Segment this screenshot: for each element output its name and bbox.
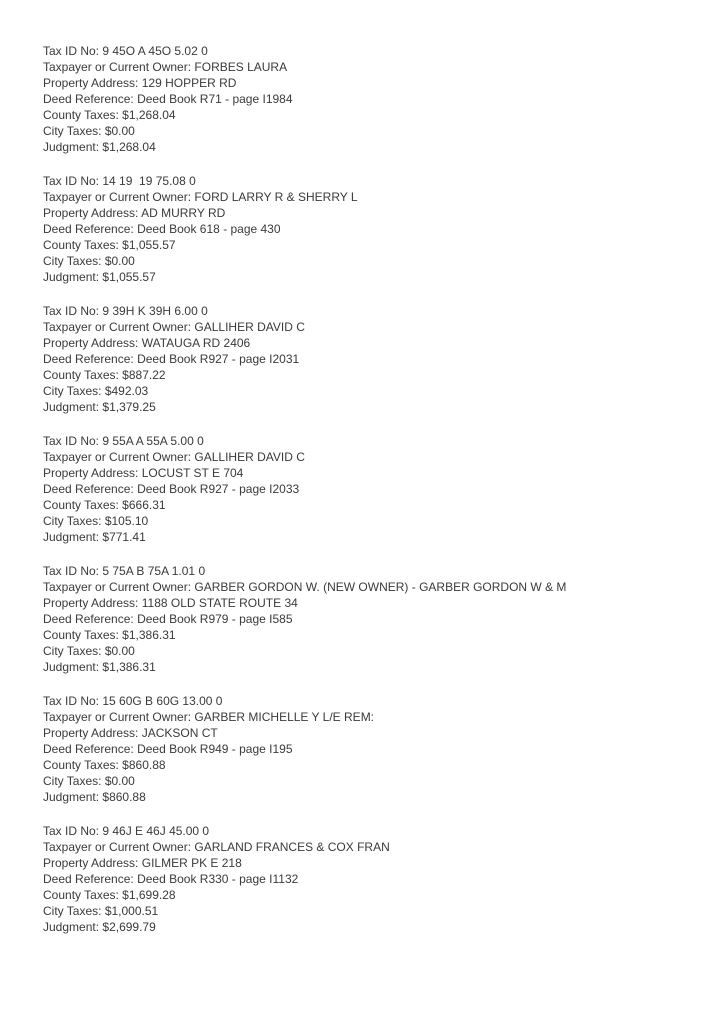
property-address-line [43,75,684,91]
city-taxes-label: City Taxes: [43,644,102,658]
deed-reference-line [43,91,684,107]
property-address-value: JACKSON CT [141,726,218,740]
city-taxes-label: City Taxes: [43,904,102,918]
owner-line [43,839,684,855]
city-taxes-line [43,383,684,399]
city-taxes-line [43,513,684,529]
tax-id-value: 5 75A B 75A 1.01 0 [102,564,206,578]
tax-id-value: 9 46J E 46J 45.00 0 [102,824,210,838]
property-address-line [43,725,684,741]
tax-id-label: Tax ID No: [43,174,100,188]
owner-line [43,189,684,205]
owner-value: GARBER GORDON W. (NEW OWNER) - GARBER GORDON W & M [194,580,567,594]
deed-reference-label: Deed Reference: [43,92,134,106]
property-address-label: Property Address: [43,596,139,610]
property-address-label: Property Address: [43,466,139,480]
county-taxes-value: $887.22 [122,368,166,382]
tax-id-value: 9 39H K 39H 6.00 0 [102,304,208,318]
county-taxes-value: $1,055.57 [122,238,176,252]
property-address-label: Property Address: [43,726,139,740]
owner-label: Taxpayer or Current Owner: [43,450,192,464]
county-taxes-line [43,367,684,383]
owner-value: FORBES LAURA [194,60,288,74]
city-taxes-line [43,123,684,139]
judgment-value: $1,379.25 [102,400,156,414]
county-taxes-label: County Taxes: [43,238,119,252]
deed-reference-label: Deed Reference: [43,222,134,236]
owner-line [43,449,684,465]
county-taxes-label: County Taxes: [43,888,119,902]
county-taxes-label: County Taxes: [43,628,119,642]
property-address-line [43,595,684,611]
property-address-label: Property Address: [43,206,139,220]
owner-label: Taxpayer or Current Owner: [43,320,192,334]
owner-value: GALLIHER DAVID C [194,450,305,464]
judgment-line [43,139,684,155]
deed-reference-label: Deed Reference: [43,352,134,366]
deed-reference-label: Deed Reference: [43,482,134,496]
city-taxes-value: $0.00 [104,774,135,788]
tax-id-value: 14 19 19 75.08 0 [102,174,196,188]
deed-reference-label: Deed Reference: [43,872,134,886]
judgment-value: $1,055.57 [102,270,156,284]
city-taxes-label: City Taxes: [43,774,102,788]
judgment-value: $1,386.31 [102,660,156,674]
property-address-value: LOCUST ST E 704 [141,466,244,480]
tax-record [43,303,684,415]
county-taxes-line [43,237,684,253]
tax-record [43,433,684,545]
owner-label: Taxpayer or Current Owner: [43,190,192,204]
city-taxes-line [43,773,684,789]
judgment-label: Judgment: [43,920,100,934]
deed-reference-value: Deed Book R330 - page I1132 [137,872,299,886]
city-taxes-value: $492.03 [104,384,149,398]
judgment-label: Judgment: [43,270,100,284]
tax-id-label: Tax ID No: [43,434,100,448]
property-address-label: Property Address: [43,76,139,90]
judgment-label: Judgment: [43,790,100,804]
property-address-value: AD MURRY RD [141,206,226,220]
county-taxes-label: County Taxes: [43,758,119,772]
deed-reference-value: Deed Book R949 - page I195 [137,742,293,756]
deed-reference-line [43,351,684,367]
judgment-value: $2,699.79 [102,920,156,934]
deed-reference-value: Deed Book 618 - page 430 [137,222,281,236]
owner-line [43,319,684,335]
deed-reference-value: Deed Book R927 - page I2033 [137,482,300,496]
tax-id-line [43,173,684,189]
property-address-value: GILMER PK E 218 [141,856,242,870]
tax-id-line [43,433,684,449]
county-taxes-line [43,497,684,513]
deed-reference-line [43,741,684,757]
county-taxes-value: $1,268.04 [122,108,176,122]
tax-record [43,823,684,935]
tax-record [43,563,684,675]
county-taxes-line [43,627,684,643]
city-taxes-value: $0.00 [104,254,135,268]
judgment-line [43,269,684,285]
deed-reference-value: Deed Book R979 - page I585 [137,612,293,626]
city-taxes-line [43,253,684,269]
tax-id-label: Tax ID No: [43,44,100,58]
owner-value: FORD LARRY R & SHERRY L [194,190,358,204]
property-address-value: WATAUGA RD 2406 [141,336,251,350]
records-list [43,43,684,935]
tax-id-line [43,303,684,319]
deed-reference-line [43,481,684,497]
judgment-line [43,919,684,935]
tax-id-label: Tax ID No: [43,694,100,708]
county-taxes-label: County Taxes: [43,108,119,122]
tax-id-value: 9 45O A 45O 5.02 0 [102,44,208,58]
owner-line [43,709,684,725]
property-address-value: 1188 OLD STATE ROUTE 34 [141,596,298,610]
owner-label: Taxpayer or Current Owner: [43,60,192,74]
owner-label: Taxpayer or Current Owner: [43,840,192,854]
tax-id-line [43,823,684,839]
owner-line [43,579,684,595]
owner-value: GALLIHER DAVID C [194,320,305,334]
property-address-line [43,855,684,871]
tax-record [43,693,684,805]
judgment-label: Judgment: [43,530,100,544]
city-taxes-value: $105.10 [104,514,149,528]
tax-id-value: 15 60G B 60G 13.00 0 [102,694,223,708]
owner-label: Taxpayer or Current Owner: [43,710,192,724]
county-taxes-label: County Taxes: [43,498,119,512]
city-taxes-label: City Taxes: [43,254,102,268]
owner-label: Taxpayer or Current Owner: [43,580,192,594]
property-address-label: Property Address: [43,336,139,350]
county-taxes-value: $1,699.28 [122,888,176,902]
owner-value: GARBER MICHELLE Y L/E REM: [194,710,375,724]
deed-reference-line [43,221,684,237]
tax-id-label: Tax ID No: [43,824,100,838]
tax-record [43,43,684,155]
city-taxes-label: City Taxes: [43,124,102,138]
county-taxes-line [43,107,684,123]
county-taxes-value: $860.88 [122,758,166,772]
deed-reference-line [43,871,684,887]
judgment-value: $771.41 [102,530,146,544]
county-taxes-value: $1,386.31 [122,628,176,642]
tax-record [43,173,684,285]
owner-line [43,59,684,75]
deed-reference-line [43,611,684,627]
judgment-line [43,399,684,415]
county-taxes-value: $666.31 [122,498,166,512]
city-taxes-line [43,643,684,659]
judgment-label: Judgment: [43,400,100,414]
tax-id-label: Tax ID No: [43,564,100,578]
city-taxes-value: $0.00 [104,124,135,138]
city-taxes-value: $1,000.51 [104,904,159,918]
county-taxes-line [43,887,684,903]
county-taxes-label: County Taxes: [43,368,119,382]
property-address-line [43,335,684,351]
property-address-label: Property Address: [43,856,139,870]
deed-reference-label: Deed Reference: [43,742,134,756]
deed-reference-value: Deed Book R927 - page I2031 [137,352,300,366]
tax-id-line [43,43,684,59]
tax-id-line [43,563,684,579]
judgment-value: $1,268.04 [102,140,156,154]
property-address-line [43,205,684,221]
property-address-line [43,465,684,481]
judgment-line [43,659,684,675]
city-taxes-value: $0.00 [104,644,135,658]
city-taxes-label: City Taxes: [43,514,102,528]
owner-value: GARLAND FRANCES & COX FRAN [194,840,390,854]
tax-id-line [43,693,684,709]
deed-reference-label: Deed Reference: [43,612,134,626]
judgment-line [43,529,684,545]
city-taxes-label: City Taxes: [43,384,102,398]
judgment-line [43,789,684,805]
judgment-label: Judgment: [43,140,100,154]
deed-reference-value: Deed Book R71 - page I1984 [137,92,293,106]
city-taxes-line [43,903,684,919]
county-taxes-line [43,757,684,773]
property-address-value: 129 HOPPER RD [141,76,237,90]
judgment-label: Judgment: [43,660,100,674]
tax-id-label: Tax ID No: [43,304,100,318]
judgment-value: $860.88 [102,790,146,804]
tax-id-value: 9 55A A 55A 5.00 0 [102,434,204,448]
